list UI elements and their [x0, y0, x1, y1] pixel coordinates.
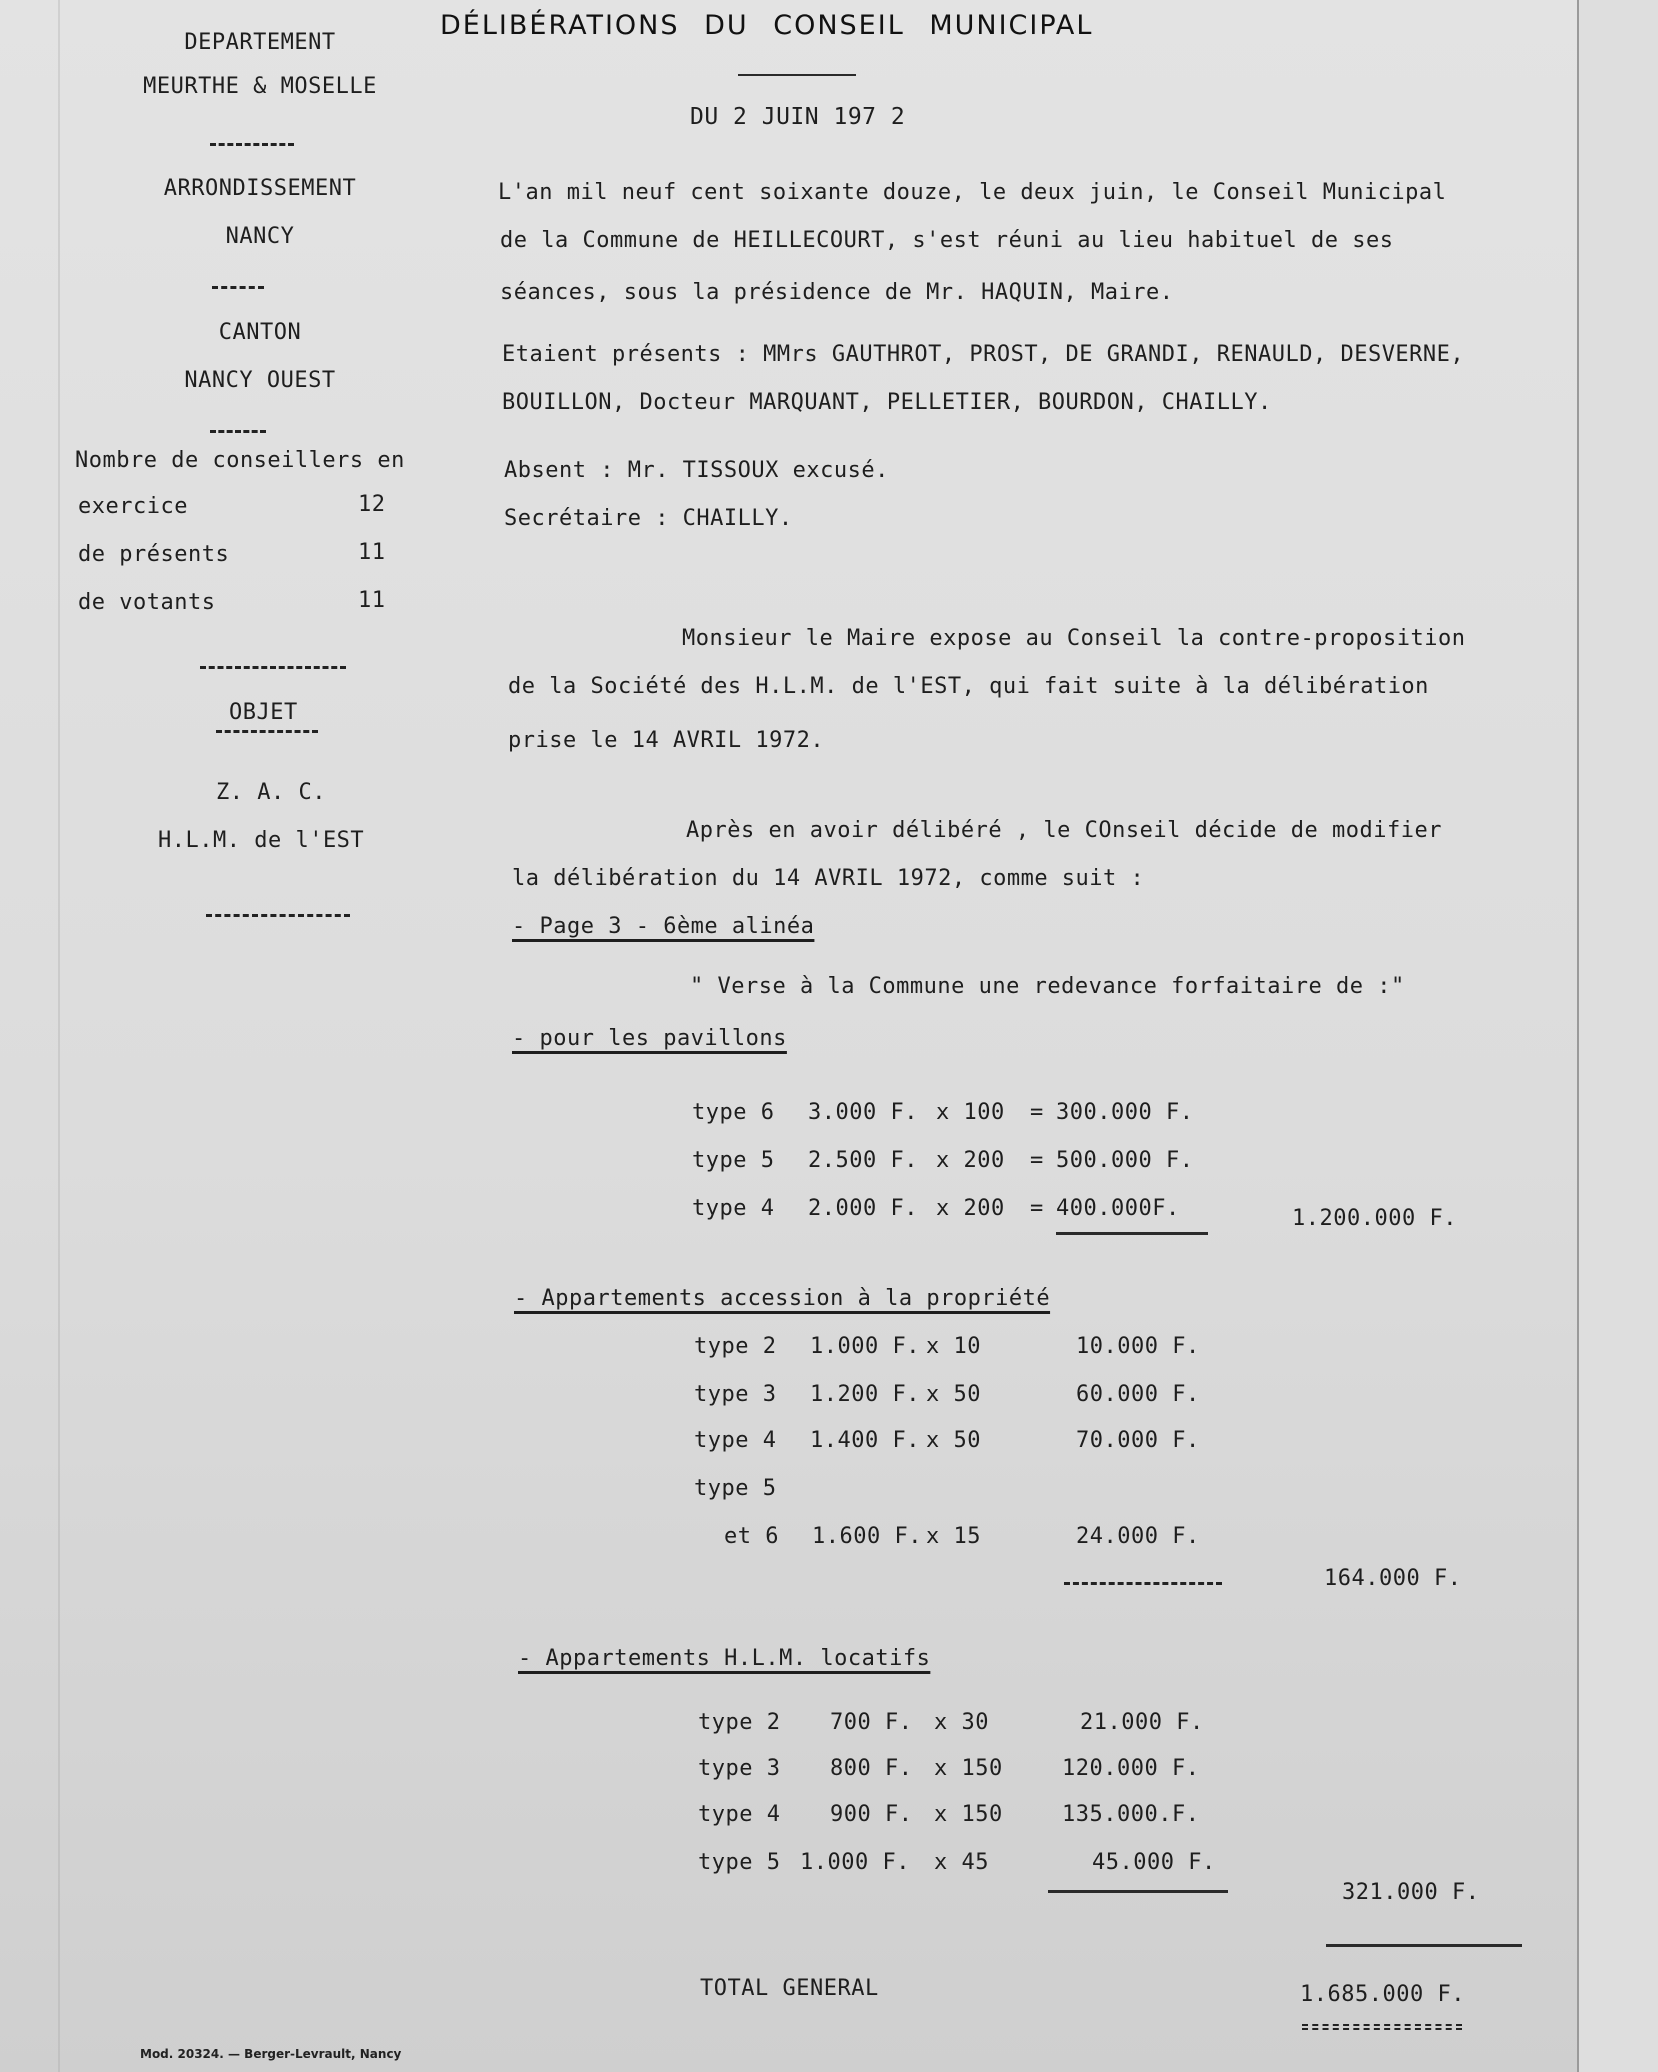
- row-amount: 60.000 F.: [1076, 1382, 1200, 1407]
- row-amount: 45.000 F.: [1092, 1850, 1216, 1875]
- expose-line-1: Monsieur le Maire expose au Conseil la contre-proposition: [682, 626, 1466, 651]
- arrondissement-value: NANCY: [225, 224, 295, 249]
- row-eq: =: [1030, 1196, 1044, 1221]
- row-type: type 4: [694, 1428, 777, 1453]
- quoted-clause: " Verse à la Commune une redevance forfaitaire de :": [690, 974, 1405, 999]
- row-type: et 6: [724, 1524, 779, 1549]
- absent-line: Absent : Mr. TISSOUX excusé.: [504, 458, 889, 483]
- departement-value: MEURTHE & MOSELLE: [143, 74, 377, 99]
- arrondissement-label: ARRONDISSEMENT: [163, 176, 357, 201]
- objet-line-1: Z. A. C.: [216, 780, 326, 805]
- row-unit: 2.000 F.: [808, 1196, 918, 1221]
- scan-margin: [1579, 0, 1658, 2072]
- row-type: type 5: [692, 1148, 775, 1173]
- separator: [200, 666, 346, 669]
- row-amount: 24.000 F.: [1076, 1524, 1200, 1549]
- row-amount: 70.000 F.: [1076, 1428, 1200, 1453]
- row-unit: 3.000 F.: [808, 1100, 918, 1125]
- separator: [210, 143, 294, 146]
- row-qty: x 50: [926, 1382, 981, 1407]
- section-heading-pavillons: - pour les pavillons: [512, 1026, 787, 1051]
- row-unit: 800 F.: [830, 1756, 913, 1781]
- row-type: type 5: [694, 1476, 777, 1501]
- separator: [212, 286, 264, 289]
- row-amount: 10.000 F.: [1076, 1334, 1200, 1359]
- row-qty: x 50: [926, 1428, 981, 1453]
- count-value-votants: 11: [358, 588, 386, 613]
- section-subtotal: 321.000 F.: [1342, 1880, 1480, 1905]
- total-rule: [1326, 1944, 1522, 1947]
- row-unit: 1.000 F.: [800, 1850, 910, 1875]
- intro-line-3: séances, sous la présidence de Mr. HAQUIN, Maire.: [500, 280, 1174, 305]
- printer-imprint: Mod. 20324. — Berger-Levrault, Nancy: [140, 2047, 402, 2061]
- row-unit: 2.500 F.: [808, 1148, 918, 1173]
- row-type: type 3: [694, 1382, 777, 1407]
- expose-line-2: de la Société des H.L.M. de l'EST, qui fait suite à la délibération: [508, 674, 1429, 699]
- row-qty: x 200: [936, 1148, 1005, 1173]
- title-underline: [738, 74, 856, 76]
- canton-label: CANTON: [218, 320, 302, 345]
- row-type: type 6: [692, 1100, 775, 1125]
- row-qty: x 200: [936, 1196, 1005, 1221]
- page-reference: - Page 3 - 6ème alinéa: [512, 914, 815, 939]
- row-amount: 300.000 F.: [1056, 1100, 1194, 1125]
- row-amount: 21.000 F.: [1080, 1710, 1204, 1735]
- row-type: type 4: [692, 1196, 775, 1221]
- section-heading-locatifs: - Appartements H.L.M. locatifs: [518, 1646, 931, 1671]
- count-label-presents: de présents: [78, 542, 230, 567]
- decision-line-1: Après en avoir délibéré , le COnseil décide de modifier: [686, 818, 1442, 843]
- canton-value: NANCY OUEST: [184, 368, 336, 393]
- count-value-presents: 11: [358, 540, 386, 565]
- row-type: type 3: [698, 1756, 781, 1781]
- expose-line-3: prise le 14 AVRIL 1972.: [508, 728, 825, 753]
- count-label-votants: de votants: [78, 590, 216, 615]
- meeting-date: DU 2 JUIN 197 2: [690, 104, 906, 130]
- row-unit: 1.000 F.: [810, 1334, 920, 1359]
- objet-underline: [216, 730, 318, 733]
- row-qty: x 15: [926, 1524, 981, 1549]
- objet-label: OBJET: [229, 700, 298, 725]
- row-eq: =: [1030, 1148, 1044, 1173]
- paper-fold-line: [58, 0, 60, 2072]
- separator: [210, 430, 266, 433]
- row-unit: 700 F.: [830, 1710, 913, 1735]
- total-label: TOTAL GENERAL: [700, 1976, 879, 2001]
- row-amount: 135.000.F.: [1062, 1802, 1200, 1827]
- objet-line-2: H.L.M. de l'EST: [158, 828, 365, 853]
- row-amount: 400.000F.: [1056, 1196, 1180, 1221]
- section-subtotal: 1.200.000 F.: [1292, 1206, 1457, 1231]
- row-qty: x 30: [934, 1710, 989, 1735]
- row-qty: x 10: [926, 1334, 981, 1359]
- row-amount: 500.000 F.: [1056, 1148, 1194, 1173]
- row-type: type 5: [698, 1850, 781, 1875]
- total-double-underline: [1302, 2028, 1462, 2030]
- sum-rule: [1056, 1232, 1208, 1235]
- row-qty: x 150: [934, 1802, 1003, 1827]
- presents-line-1: Etaient présents : MMrs GAUTHROT, PROST, DE GRANDI, RENAULD, DESVERNE,: [502, 342, 1465, 367]
- intro-line-1: L'an mil neuf cent soixante douze, le deux juin, le Conseil Municipal: [498, 180, 1447, 205]
- total-double-underline: [1302, 2024, 1462, 2026]
- departement-label: DEPARTEMENT: [184, 30, 336, 55]
- row-type: type 2: [694, 1334, 777, 1359]
- row-amount: 120.000 F.: [1062, 1756, 1200, 1781]
- count-label-exercice: exercice: [78, 494, 188, 519]
- total-value: 1.685.000 F.: [1300, 1982, 1465, 2007]
- presents-line-2: BOUILLON, Docteur MARQUANT, PELLETIER, BOURDON, CHAILLY.: [502, 390, 1272, 415]
- row-type: type 4: [698, 1802, 781, 1827]
- count-value-exercice: 12: [358, 492, 386, 517]
- decision-line-2: la délibération du 14 AVRIL 1972, comme suit :: [512, 866, 1145, 891]
- row-type: type 2: [698, 1710, 781, 1735]
- row-qty: x 150: [934, 1756, 1003, 1781]
- sum-rule: [1064, 1582, 1222, 1585]
- row-unit: 1.600 F.: [812, 1524, 922, 1549]
- conseillers-label: Nombre de conseillers en: [75, 448, 405, 473]
- row-eq: =: [1030, 1100, 1044, 1125]
- section-heading-accession: - Appartements accession à la propriété: [514, 1286, 1051, 1311]
- row-qty: x 100: [936, 1100, 1005, 1125]
- page-title: DÉLIBÉRATIONS DU CONSEIL MUNICIPAL: [440, 10, 1094, 41]
- secretaire-line: Secrétaire : CHAILLY.: [504, 506, 793, 531]
- row-unit: 1.200 F.: [810, 1382, 920, 1407]
- row-unit: 900 F.: [830, 1802, 913, 1827]
- intro-line-2: de la Commune de HEILLECOURT, s'est réuni au lieu habituel de ses: [500, 228, 1394, 253]
- row-qty: x 45: [934, 1850, 989, 1875]
- sum-rule: [1048, 1890, 1228, 1893]
- separator: [206, 914, 350, 917]
- row-unit: 1.400 F.: [810, 1428, 920, 1453]
- section-subtotal: 164.000 F.: [1324, 1566, 1462, 1591]
